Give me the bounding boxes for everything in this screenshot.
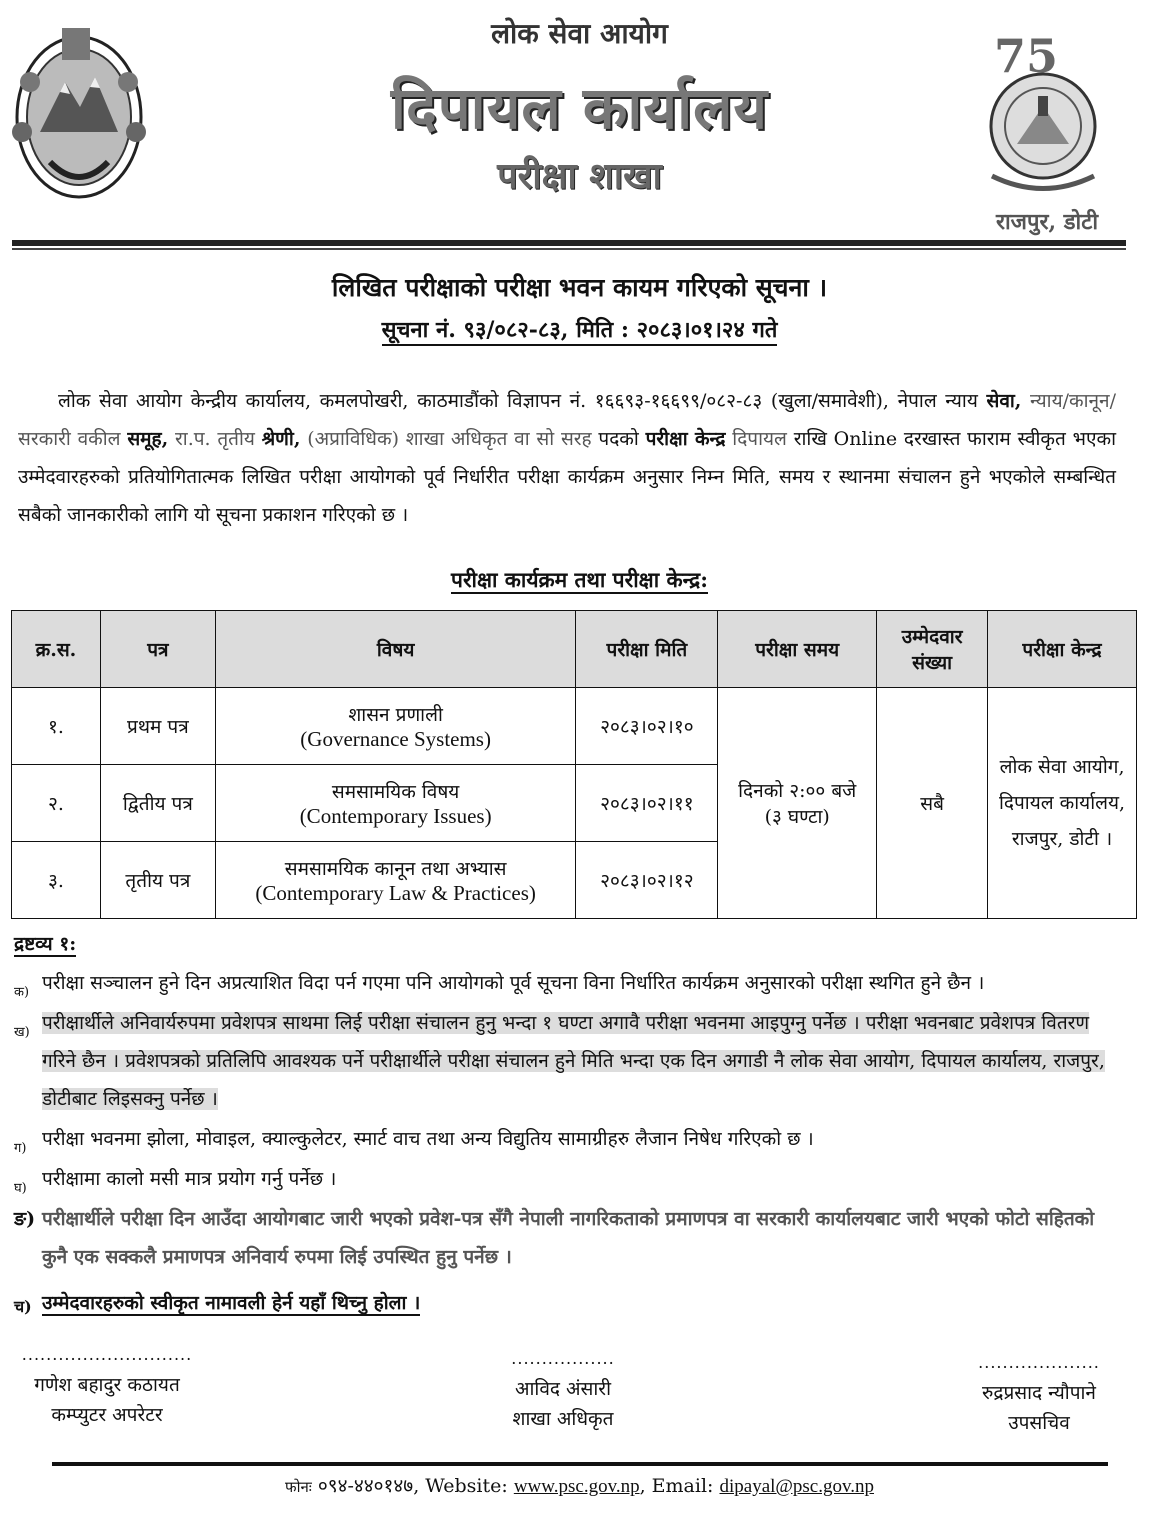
note-marker: ग) — [14, 1141, 27, 1156]
cell-sn: १. — [12, 688, 101, 765]
note-text: परीक्षामा कालो मसी मात्र प्रयोग गर्नु पर्नेछ । — [42, 1168, 337, 1190]
note-marker: ख) — [14, 1025, 30, 1040]
cell-subject — [215, 842, 576, 919]
table-header-row — [12, 611, 1137, 688]
note-marker: घ) — [14, 1181, 27, 1196]
intro-text-9: परीक्षा केन्द्र — [645, 428, 726, 450]
signatory-role: उपसचिव — [1008, 1412, 1070, 1434]
footer-contact — [0, 1472, 1159, 1498]
intro-text-6: श्रेणी, — [261, 428, 301, 450]
psc-75-anniversary-logo-icon — [972, 26, 1114, 202]
footer-divider — [52, 1462, 1108, 1466]
col-header-center: परीक्षा केन्द्र — [988, 611, 1137, 688]
col-header-candidates: उम्मेदवार संख्या — [877, 611, 988, 688]
intro-text-2: सेवा, — [986, 390, 1022, 412]
intro-text-4: समूह, — [127, 428, 169, 450]
intro-text-3: न्याय/कानून/सरकारी वकील — [18, 390, 1116, 450]
schedule-title-text: परीक्षा कार्यक्रम तथा परीक्षा केन्द्र: — [451, 567, 708, 592]
note-item[interactable] — [14, 1284, 1124, 1322]
cell-sn: ३. — [12, 842, 101, 919]
website-link[interactable]: www.psc.gov.np — [513, 1476, 640, 1497]
intro-text-7: (अप्राविधिक) शाखा अधिकृत वा सो सरह — [300, 428, 592, 450]
note-item — [14, 1004, 1124, 1118]
intro-text-8: पदको — [591, 428, 646, 450]
exam-schedule-table — [11, 610, 1137, 919]
cell-date: २०८३।०२।१० — [576, 688, 718, 765]
time-line-2: (३ घण्टा) — [764, 806, 830, 828]
signatory-name: रुद्रप्रसाद न्यौपाने — [982, 1382, 1096, 1404]
signature-block-officer — [470, 1344, 656, 1434]
candidate-list-link-wrap[interactable] — [42, 1284, 1124, 1322]
subject-np: समसामयिक विषय — [331, 780, 460, 803]
phone-label: फोनः — [285, 1478, 312, 1496]
branch-name: परीक्षा शाखा — [497, 155, 662, 197]
svg-text:75: 75 — [994, 29, 1059, 83]
note-text: परीक्षा भवनमा झोला, मोवाइल, क्याल्कुलेटर, स्मार्ट वाच तथा अन्य विद्युतिय सामाग्रीहरु लैजान निषेध गरिएको छ । — [42, 1128, 814, 1150]
signature-block-operator — [14, 1340, 200, 1430]
note-text: परीक्षार्थीले अनिवार्यरुपमा प्रवेशपत्र साथमा लिई परीक्षा संचालन हुनु भन्दा १ घण्टा अगावै परीक्षा भवनमा आइपुग्नु पर्नेछ । परीक्षा भवनबाट प्रवेशपत्र वितरण गरिने छैन । प्रवेशपत्रको प्रतिलिपि आवश्यक पर्ने परीक्षार्थीले परीक्षा संचालन हुने मिति भन्दा एक दिन अगाडी नै लोक सेवा आयोग, दिपायल कार्यालय, राजपुर, डोटीबाट लिइसक्नु पर्नेछ । — [42, 1012, 1105, 1110]
cell-time — [718, 688, 877, 919]
header-divider — [12, 240, 1126, 246]
subject-en: (Contemporary Issues) — [299, 803, 492, 828]
intro-text-11: राखि Online दरखास्त फाराम स्वीकृत भएका उम्मेदवारहरुको प्रतियोगितात्मक लिखित परीक्षा आयोगको पूर्व निर्धारीत परीक्षा कार्यक्रम अनुसार निम्न मिति, समय र स्थानमा संचालन हुने भएकोले सम्बन्धित सबैको जानकारीको लागि यो सूचना प्रकाशन गरिएको छ । — [18, 428, 1117, 526]
note-item — [14, 1160, 1124, 1198]
notes-heading — [14, 930, 76, 956]
note-marker: क) — [14, 985, 30, 1000]
notice-number — [0, 314, 1159, 344]
signature-line: ................. — [511, 1349, 615, 1368]
col-header-date: परीक्षा मिति — [576, 611, 718, 688]
signatory-role: कम्प्युटर अपरेटर — [51, 1404, 163, 1426]
office-location: राजपुर, डोटी — [995, 209, 1099, 235]
header-divider-thin — [12, 248, 1126, 250]
cell-paper: तृतीय पत्र — [100, 842, 215, 919]
cell-paper: द्वितीय पत्र — [100, 765, 215, 842]
cell-date: २०८३।०२।१२ — [576, 842, 718, 919]
subject-np: समसामयिक कानून तथा अभ्यास — [284, 857, 507, 880]
note-marker: ङ) — [14, 1208, 36, 1230]
intro-text-10: दिपायल — [725, 428, 787, 450]
signatory-role: शाखा अधिकृत — [512, 1408, 614, 1430]
intro-paragraph — [18, 382, 1116, 534]
intro-text-1: लोक सेवा आयोग केन्द्रीय कार्यालय, कमलपोखरी, काठमाडौंको विज्ञापन नं. १६६९३-१६६९९/०८२-८३ (खुला/समावेशी), नेपाल न्याय — [58, 390, 987, 412]
signature-line: .................... — [978, 1353, 1100, 1372]
email-label: , Email: — [639, 1475, 720, 1497]
cell-subject — [215, 765, 576, 842]
org-name: लोक सेवा आयोग — [491, 17, 668, 50]
intro-text-5: रा.प. तृतीय — [168, 428, 262, 450]
note-marker: च) — [14, 1297, 32, 1316]
signature-line: ............................ — [21, 1345, 193, 1364]
table-row — [12, 688, 1137, 765]
cell-candidates: सबै — [877, 688, 988, 919]
notes-heading-text: द्रष्टव्य १: — [14, 933, 77, 955]
signatory-name: आविद अंसारी — [514, 1378, 611, 1400]
subject-en: (Contemporary Law & Practices) — [255, 880, 536, 905]
note-text-wrap — [42, 1004, 1124, 1118]
email-link[interactable]: dipayal@psc.gov.np — [719, 1476, 874, 1497]
schedule-title — [0, 566, 1159, 594]
col-header-time: परीक्षा समय — [718, 611, 877, 688]
subject-np: शासन प्रणाली — [348, 703, 443, 726]
notice-title: लिखित परीक्षाको परीक्षा भवन कायम गरिएको सूचना । — [331, 273, 828, 302]
col-header-paper: पत्र — [100, 611, 215, 688]
note-item — [14, 1120, 1124, 1158]
phone-text: ०९४-४४०१४७, Website: — [311, 1475, 514, 1497]
cell-sn: २. — [12, 765, 101, 842]
candidate-list-link[interactable]: उम्मेदवारहरुको स्वीकृत नामावली हेर्न यहाँ थिच्नु होला । — [42, 1292, 421, 1314]
cell-paper: प्रथम पत्र — [100, 688, 215, 765]
note-text: परीक्षार्थीले परीक्षा दिन आउँदा आयोगबाट जारी भएको प्रवेश-पत्र सँगै नेपाली नागरिकताको प्रमाणपत्र वा सरकारी कार्यालयबाट जारी भएको फोटो सहितको कुनै एक सक्कलै प्रमाणपत्र अनिवार्य रुपमा लिई उपस्थित हुनु पर्नेछ । — [42, 1208, 1095, 1268]
note-item — [14, 964, 1124, 1002]
note-text: परीक्षा सञ्चालन हुने दिन अप्रत्याशित विदा पर्न गएमा पनि आयोगको पूर्व सूचना विना निर्धारित कार्यक्रम अनुसारको परीक्षा स्थगित हुने छैन । — [42, 972, 985, 994]
subject-en: (Governance Systems) — [300, 726, 491, 751]
signature-block-undersecretary — [946, 1348, 1132, 1438]
cell-date: २०८३।०२।११ — [576, 765, 718, 842]
signatory-name: गणेश बहादुर कठायत — [34, 1374, 180, 1396]
time-line-1: दिनको २:०० बजे — [738, 780, 857, 802]
col-header-subject: विषय — [215, 611, 576, 688]
cell-center: लोक सेवा आयोग, दिपायल कार्यालय, राजपुर, डोटी । — [988, 688, 1137, 919]
note-item — [14, 1200, 1124, 1276]
notice-number-text: सूचना नं. ९३/०८२-८३, मिति : २०८३।०१।२४ गते — [382, 317, 778, 346]
office-name: दिपायल कार्यालय — [390, 74, 769, 142]
col-header-sn: क्र.स. — [12, 611, 101, 688]
cell-subject — [215, 688, 576, 765]
